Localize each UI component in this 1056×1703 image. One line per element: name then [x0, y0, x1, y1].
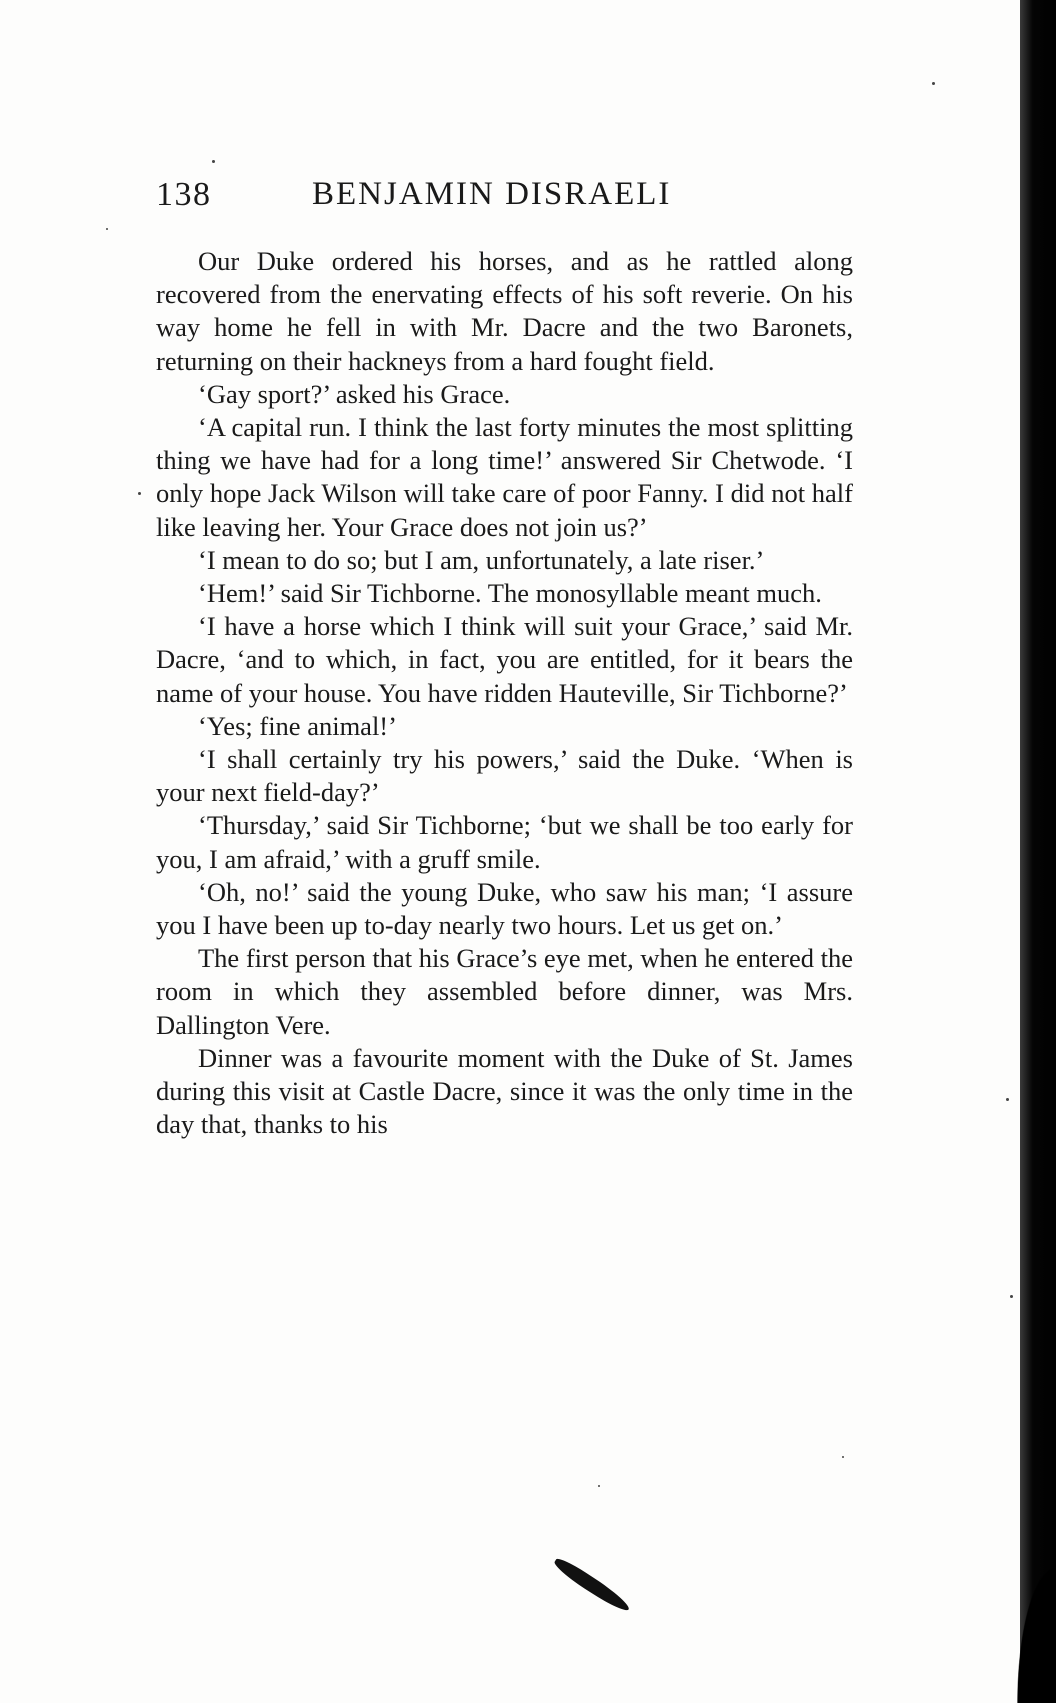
paragraph: ‘Gay sport?’ asked his Grace.	[198, 378, 511, 409]
paragraph: ‘I mean to do so; but I am, unfortunately, a late riser.’	[198, 544, 765, 575]
print-speck	[1010, 1295, 1013, 1298]
running-title: BENJAMIN DISRAELI	[312, 176, 672, 212]
paragraph: Our Duke ordered his horses, and as he rattled along recovered from the enervating effects of his soft reverie. On his way home he fell in with Mr. Dacre and the two Baronets, returning on their hackneys from a hard fought field.	[156, 246, 853, 376]
running-header	[156, 176, 856, 220]
paragraph: ‘Thursday,’ said Sir Tichborne; ‘but we shall be too early for you, I am afraid,’ with a gruff smile.	[156, 810, 853, 874]
ink-mark	[551, 1555, 632, 1615]
paragraph: ‘Oh, no!’ said the young Duke, who saw his man; ‘I assure you I have been up to-day nearly two hours. Let us get on.’	[156, 876, 853, 941]
page-edge-shadow	[1020, 0, 1056, 1703]
print-speck	[598, 1485, 600, 1487]
print-speck	[106, 228, 108, 230]
print-speck	[842, 1456, 844, 1458]
page-number: 138	[156, 176, 212, 213]
paragraph: The first person that his Grace’s eye met, when he entered the room in which they assembled before dinner, was Mrs. Dallington Vere.	[156, 943, 853, 1040]
page-edge-notch	[996, 1493, 1056, 1703]
print-speck	[212, 160, 215, 163]
paragraph: ‘A capital run. I think the last forty minutes the most splitting thing we have had for a long time!’ answered Sir Chetwode. ‘I only hope Jack Wilson will take care of poor Fanny. I did not half like leaving her. Your Grace does not join us?’	[156, 412, 853, 542]
print-speck	[138, 492, 141, 495]
paragraph: ‘I have a horse which I think will suit your Grace,’ said Mr. Dacre, ‘and to which, in fact, you are entitled, for it bears the name of your house. You have ridden Hauteville, Sir Tichborne?’	[156, 611, 853, 708]
body-text	[156, 245, 853, 1141]
paragraph: ‘Hem!’ said Sir Tichborne. The monosyllable meant much.	[198, 578, 822, 609]
paragraph: ‘I shall certainly try his powers,’ said the Duke. ‘When is your next field-day?’	[156, 744, 853, 808]
print-speck	[932, 82, 935, 85]
paragraph: ‘Yes; fine animal!’	[198, 710, 397, 741]
paragraph: Dinner was a favourite moment with the Duke of St. James during this visit at Castle Dacre, since it was the only time in the day that, thanks to his	[156, 1042, 853, 1140]
print-speck	[1006, 1098, 1009, 1101]
